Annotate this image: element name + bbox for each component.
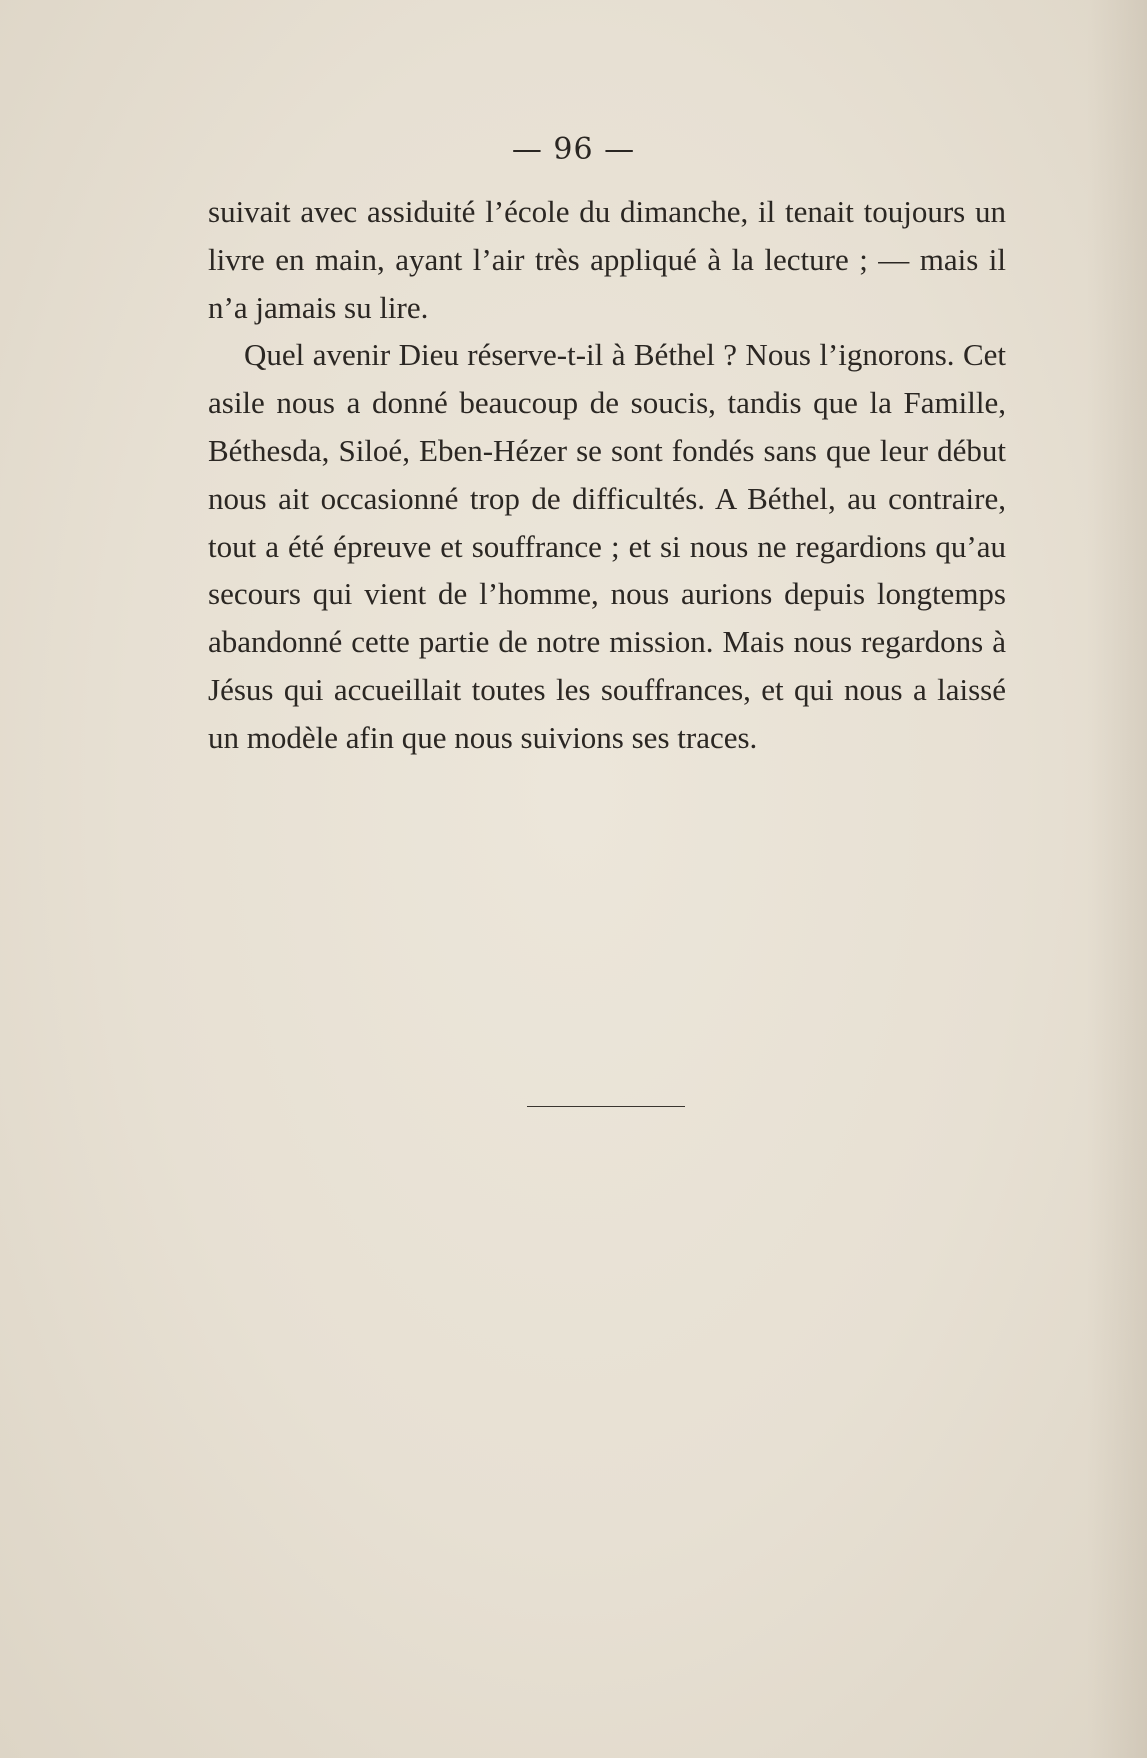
page-number: — 96 — (511, 132, 636, 167)
body-text (208, 188, 1006, 762)
paragraph-1: suivait avec assiduité l’école du dimanche, il tenait toujours un livre en main, ayant l’air très appliqué à la lecture ; — mais il n’a jamais su lire. (208, 194, 1006, 325)
section-separator-rule (527, 1106, 685, 1107)
paragraph-2: Quel avenir Dieu réserve-t-il à Béthel ? Nous l’ignorons. Cet asile nous a donné beaucoup de soucis, tandis que la Famille, Béthesda, Siloé, Eben-Hézer se sont fondés sans que leur début nous ait occasionné trop de difficultés. A Béthel, au contraire, tout a été épreuve et souffrance ; et si nous ne regardions qu’au secours qui vient de l’homme, nous aurions depuis longtemps abandonné cette partie de notre mission. Mais nous regardons à Jésus qui accueillait toutes les souffrances, et qui nous a laissé un modèle afin que nous suivions ses traces. (208, 337, 1006, 755)
